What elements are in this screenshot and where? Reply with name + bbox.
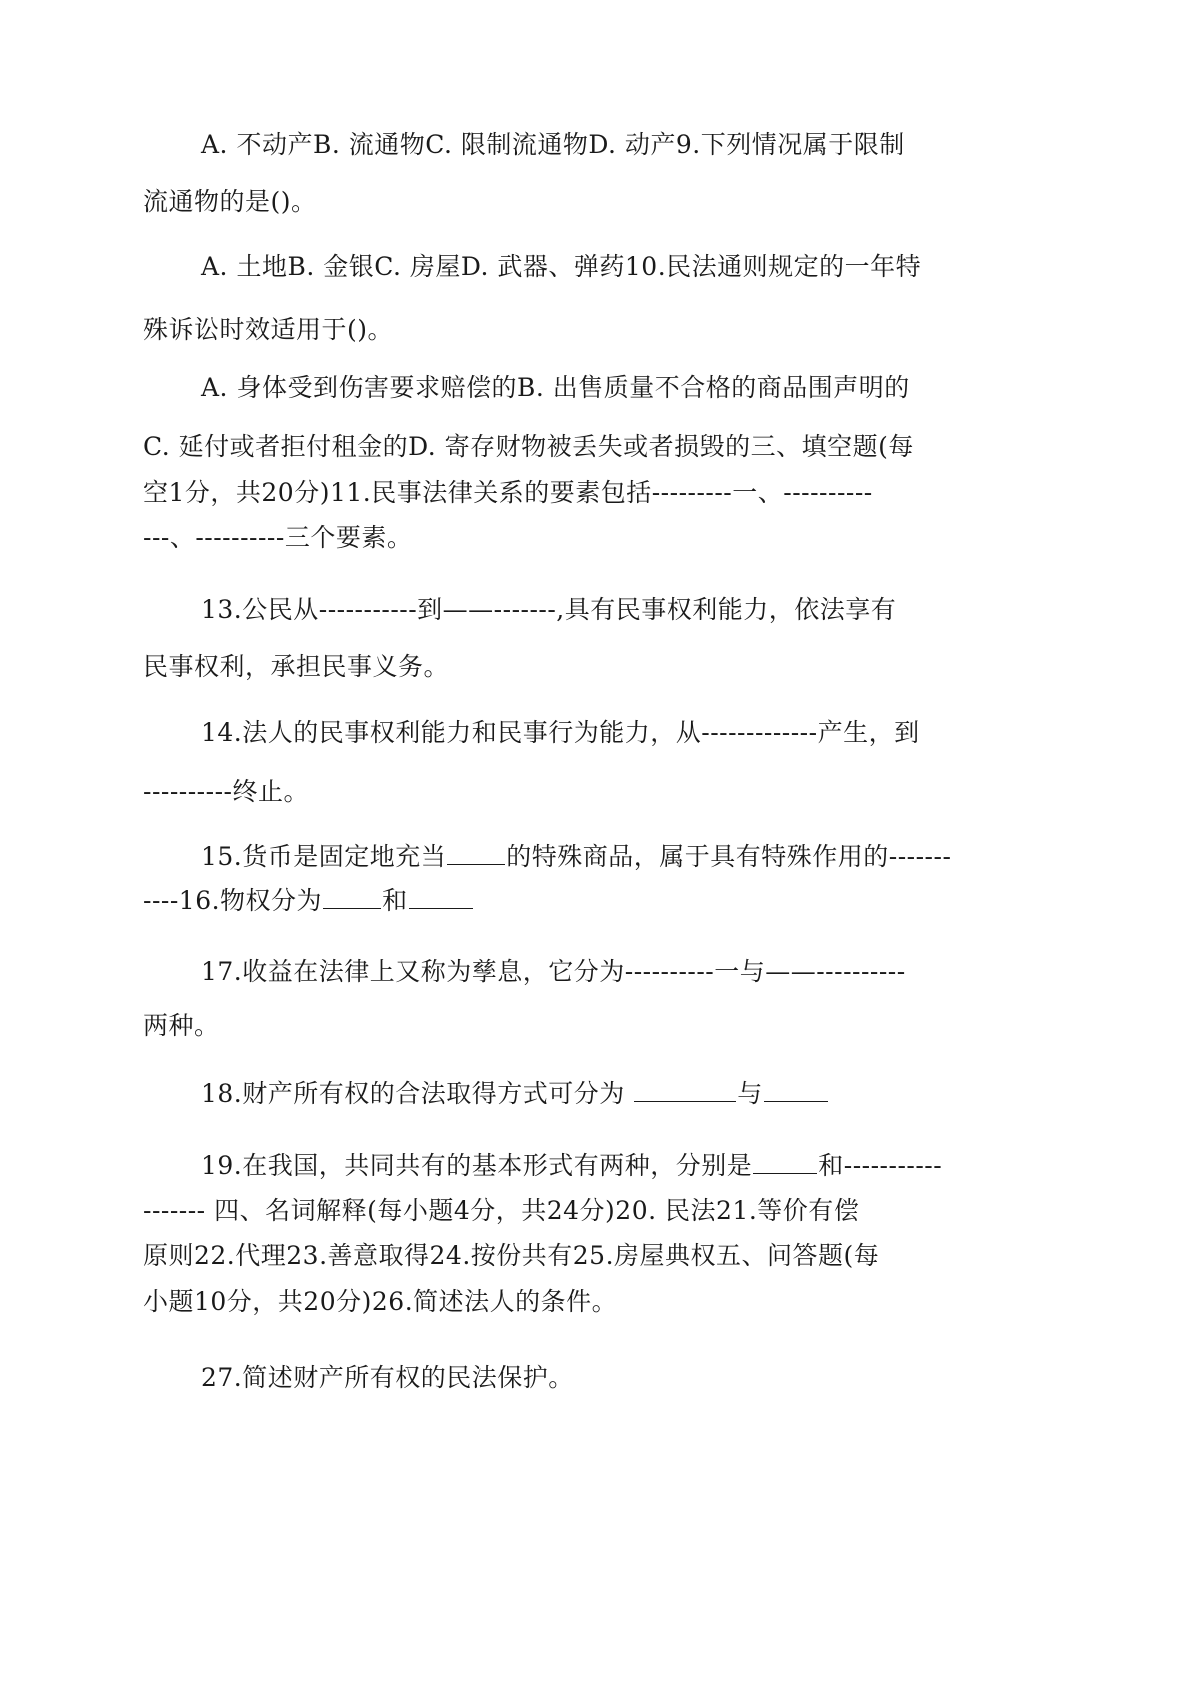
text-line-terms: 原则22.代理23.善意取得24.按份共有25.房屋典权五、问答题(每: [143, 1241, 880, 1270]
q19-blank: [753, 1149, 817, 1174]
text-line-q17: 17.收益在法律上又称为孳息，它分为----------一与——----------: [201, 957, 906, 986]
q16-blank-2: [409, 884, 473, 909]
text-line-q19: [201, 1149, 942, 1183]
text-line-q10-options-ab: A. 身体受到伤害要求赔偿的B. 出售质量不合格的商品围声明的: [201, 373, 910, 402]
q18-blank-2: [764, 1077, 828, 1102]
q19-text-a: 19.在我国，共同共有的基本形式有两种，分别是: [201, 1151, 753, 1180]
text-line-q10-cont: 殊诉讼时效适用于()。: [143, 315, 394, 344]
text-line-q16: [143, 884, 474, 918]
text-line-q18: [201, 1077, 829, 1111]
q18-text-b: 与: [737, 1079, 763, 1108]
text-line-q13: 13.公民从-----------到——-------,具有民事权利能力，依法享有: [201, 595, 897, 624]
q18-text-a: 18.财产所有权的合法取得方式可分为: [201, 1079, 625, 1108]
q18-blank-1: [634, 1077, 736, 1102]
text-line-q11: 空1分，共20分)11.民事法律关系的要素包括---------一、----------: [143, 478, 873, 507]
text-line-section4: ------- 四、名词解释(每小题4分，共24分)20. 民法21.等价有偿: [143, 1196, 860, 1225]
text-line-q13-cont: 民事权利，承担民事义务。: [143, 652, 450, 681]
q16-text-b: 和: [382, 886, 408, 915]
text-line-q11-cont: ---、----------三个要素。: [143, 523, 413, 552]
text-line-q9-cont: 流通物的是()。: [143, 187, 317, 216]
text-line-q17-cont: 两种。: [143, 1011, 220, 1040]
q19-text-b: 和-----------: [818, 1151, 943, 1180]
q15-text-a: 15.货币是固定地充当: [201, 842, 447, 871]
text-line-q9-options: A. 土地B. 金银C. 房屋D. 武器、弹药10.民法通则规定的一年特: [201, 252, 922, 281]
q15-text-b: 的特殊商品，属于具有特殊作用的-------: [506, 842, 952, 871]
text-line-q27: 27.简述财产所有权的民法保护。: [201, 1363, 574, 1392]
text-line-q14-cont: ----------终止。: [143, 777, 309, 806]
text-line-q8-options: A. 不动产B. 流通物C. 限制流通物D. 动产9.下列情况属于限制: [201, 130, 905, 159]
q15-blank: [447, 840, 505, 865]
q16-blank-1: [323, 884, 381, 909]
text-line-q15: [201, 840, 951, 874]
text-line-q14: 14.法人的民事权利能力和民事行为能力，从-------------产生，到: [201, 718, 920, 747]
q16-text-a: ----16.物权分为: [143, 886, 323, 915]
text-line-q26: 小题10分，共20分)26.简述法人的条件。: [143, 1287, 618, 1316]
text-line-q10-options-cd: C. 延付或者拒付租金的D. 寄存财物被丢失或者损毁的三、填空题(每: [143, 432, 914, 461]
